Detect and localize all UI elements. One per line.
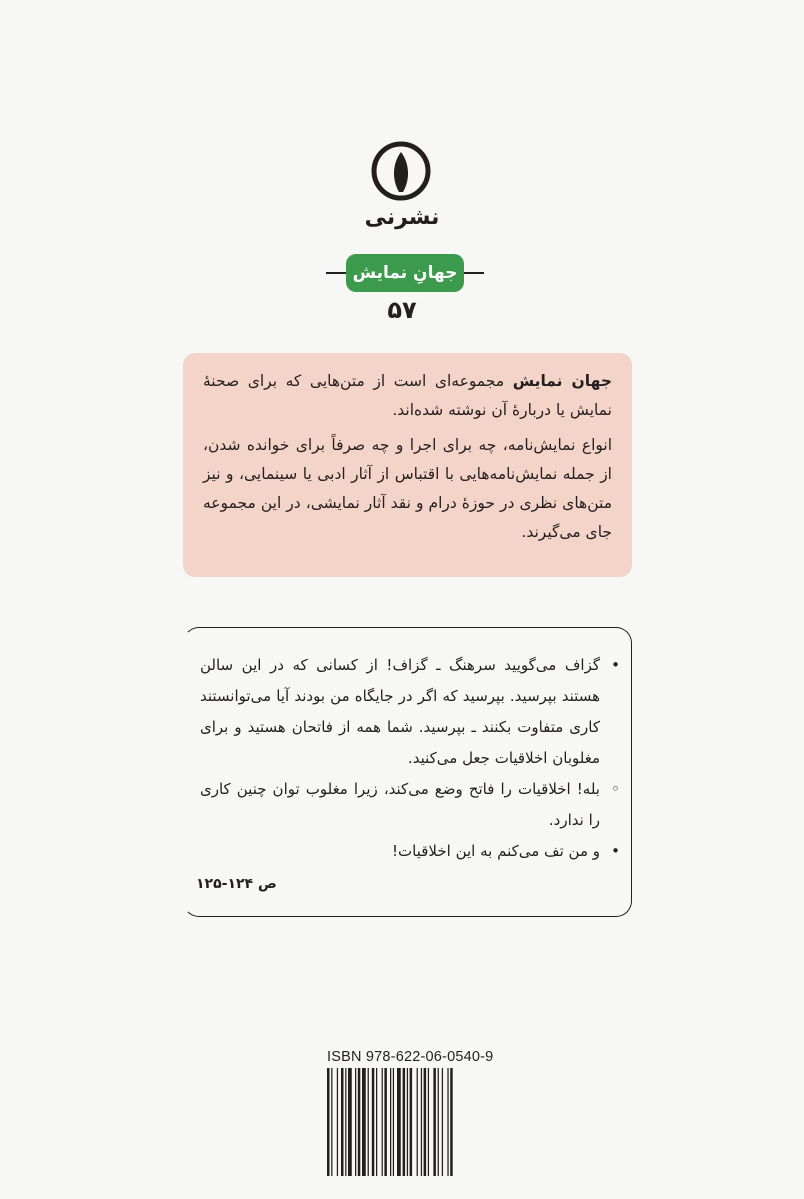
quote-text-1: گزاف می‌گویید سرهنگ ـ گزاف! از کسانی که در این سالن هستند بپرسید. بپرسید که اگر در جایگاه من بودند آیا می‌توانستند کاری متفاوت بکنند ـ بپرسید. شما همه از فاتحان هستید و برای مغلوبان اخلاقیات جعل می‌کنید. xyxy=(200,656,600,767)
series-description-box xyxy=(183,353,632,577)
description-para1-text: مجموعه‌ای است از متن‌هایی که برای صحنهٔ نمایش یا دربارهٔ آن نوشته شده‌اند. xyxy=(203,372,612,419)
bullet-icon: • xyxy=(611,842,620,860)
publisher-name: نشرنی xyxy=(364,205,440,230)
quote-text-2: بله! اخلاقیات را فاتح وضع می‌کند، زیرا مغلوب توان چنین کاری را ندارد. xyxy=(200,780,600,829)
series-number: ۵۷ xyxy=(387,296,417,324)
quote-text-3: و من تف می‌کنم به این اخلاقیات! xyxy=(392,842,600,860)
series-name: جهانِ نمایش xyxy=(346,254,464,292)
bullet-icon: • xyxy=(611,656,620,674)
page-reference: ص ۱۲۴-۱۲۵ xyxy=(196,876,277,892)
barcode xyxy=(326,1068,504,1176)
series-label xyxy=(326,254,484,292)
publisher-logo-icon xyxy=(370,140,432,214)
quote-excerpt xyxy=(200,650,620,867)
quote-line-2 xyxy=(200,774,620,836)
quote-line-3 xyxy=(200,836,620,867)
quote-line-1 xyxy=(200,650,620,774)
isbn-number: ISBN 978-622-06-0540-9 xyxy=(327,1049,494,1065)
description-paragraph-1 xyxy=(203,367,612,425)
description-paragraph-2: انواع نمایش‌نامه، چه برای اجرا و چه صرفاً برای خوانده شدن، از جمله نمایش‌نامه‌هایی با اقتباس از آثار ادبی یا سینمایی، و نیز متن‌های نظری در حوزهٔ درام و نقد آثار نمایشی، در این مجموعه جای می‌گیرند. xyxy=(203,436,612,541)
hollow-bullet-icon: ◦ xyxy=(611,780,620,798)
description-lead: جهان نمایش xyxy=(512,372,612,390)
